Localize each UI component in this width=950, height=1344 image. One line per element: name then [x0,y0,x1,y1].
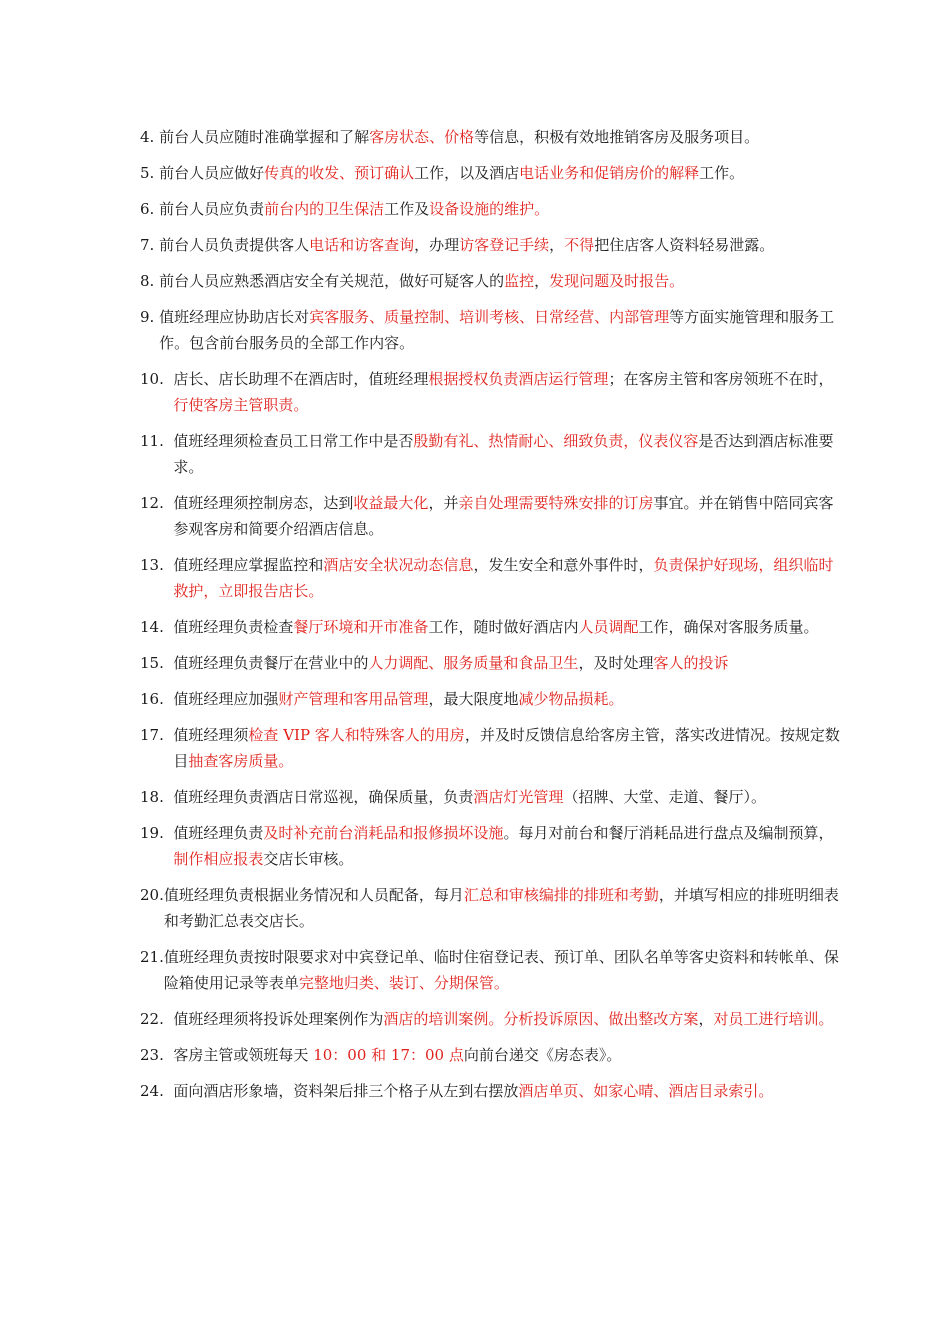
highlighted-text: 亲自处理需要特殊安排的订房 [458,494,654,512]
item-number: 6. [140,200,160,218]
text-segment: 工作及 [384,200,430,218]
item-text [173,1042,840,1068]
text-segment: 值班经理须检查员工日常工作中是否 [173,432,414,450]
highlighted-text: 抽查客房质量。 [188,752,294,770]
item-text [173,428,840,480]
item-text [164,944,840,996]
highlighted-text: 行使客房主管职责。 [173,396,309,414]
highlighted-text: 减少物品损耗。 [518,690,624,708]
item-text [159,232,840,258]
text-segment: ，发生安全和意外事件时， [473,556,654,574]
list-item [140,490,840,542]
text-segment: 事宜。并在销售中陪同宾客参观客房和简要介绍酒店信息。 [173,494,834,538]
item-number: 24. [140,1082,174,1100]
list-item [140,428,840,480]
list-item [140,232,840,258]
text-segment: ，并 [428,494,459,512]
text-segment: （招牌、大堂、走道、餐厅）。 [563,788,766,806]
item-number: 7. [140,236,160,254]
highlighted-text: 前台内的卫生保洁 [264,200,385,218]
list-item [140,160,840,186]
item-number: 19. [140,824,174,842]
highlighted-text: 对员工进行培训。 [713,1010,834,1028]
highlighted-text: 收益最大化 [353,494,429,512]
item-number: 13. [140,556,174,574]
item-text [173,490,840,542]
text-segment: 。每月对前台和餐厅消耗品进行盘点及编制预算， [503,824,834,842]
text-segment: 工作，以及酒店 [414,164,520,182]
text-segment: 前台人员应随时准确掌握和了解 [159,128,370,146]
item-number: 8. [140,272,160,290]
list-item [140,944,840,996]
list-item [140,820,840,872]
highlighted-text: 人力调配、服务质量和食品卫生 [368,654,579,672]
highlighted-text: 人员调配 [578,618,639,636]
item-text [173,686,840,712]
text-segment: 等信息，积极有效地推销客房及服务项目。 [474,128,760,146]
item-number: 21. [140,948,164,966]
highlighted-text: 客房状态、价格 [369,128,475,146]
item-text [173,650,840,676]
item-text [159,124,840,150]
list-item [140,882,840,934]
text-segment: 值班经理负责酒店日常巡视，确保质量，负责 [173,788,474,806]
list-item [140,686,840,712]
text-segment: ，并及时反馈信息给客房主管，落实改进情况。按规定数目 [173,726,840,770]
item-number: 14. [140,618,174,636]
highlighted-text: 检查 VIP 客人和特殊客人的用房 [248,726,465,744]
highlighted-text: 酒店安全状况动态信息 [323,556,474,574]
item-number: 5. [140,164,160,182]
item-number: 4. [140,128,160,146]
highlighted-text: 传真的收发、预订确认 [264,164,415,182]
text-segment: 客房主管或领班每天 [173,1046,314,1064]
text-segment: ，办理 [414,236,460,254]
item-number: 11. [140,432,174,450]
highlighted-text: 不得 [564,236,595,254]
highlighted-text: 电话和访客查询 [309,236,415,254]
highlighted-text: 宾客服务、质量控制、培训考核、日常经营、内部管理 [309,308,670,326]
text-segment: 值班经理应加强 [173,690,279,708]
text-segment: 值班经理负责根据业务情况和人员配备，每月 [163,886,464,904]
highlighted-text: 客人的投诉 [653,654,729,672]
item-number: 22. [140,1010,174,1028]
text-segment: 值班经理须控制房态，达到 [173,494,354,512]
text-segment: 值班经理应协助店长对 [159,308,310,326]
item-number: 17. [140,726,174,744]
highlighted-text: 设备设施的维护。 [429,200,550,218]
text-segment: ， [698,1010,714,1028]
list-item [140,614,840,640]
text-segment: ， [534,272,550,290]
item-text [159,268,840,294]
item-text [164,882,840,934]
highlighted-text: 10：00 和 17：00 点 [313,1046,464,1064]
text-segment: 值班经理负责餐厅在营业中的 [173,654,369,672]
highlighted-text: 制作相应报表 [173,850,264,868]
highlighted-text: 电话业务和促销房价的解释 [519,164,700,182]
highlighted-text: 酒店单页、如家心晴、酒店目录索引。 [518,1082,774,1100]
highlighted-text: 餐厅环境和开市准备 [293,618,429,636]
text-segment: ；在客房主管和客房领班不在时， [608,370,834,388]
text-segment: 前台人员应负责 [159,200,265,218]
text-segment: 把住店客人资料轻易泄露。 [594,236,775,254]
item-number: 9. [140,308,160,326]
text-segment: 交店长审核。 [263,850,354,868]
highlighted-text: 财产管理和客用品管理 [278,690,429,708]
highlighted-text: 完整地归类、装订、分期保管。 [298,974,509,992]
highlighted-text: 监控 [504,272,535,290]
item-text [173,784,840,810]
text-segment: 工作，随时做好酒店内 [428,618,579,636]
text-segment: 店长、店长助理不在酒店时，值班经理 [173,370,429,388]
list-item [140,1006,840,1032]
list-item [140,1042,840,1068]
item-number: 20. [140,886,164,904]
item-number: 12. [140,494,174,512]
list-item [140,366,840,418]
text-segment: 前台人员负责提供客人 [159,236,310,254]
text-segment: ，最大限度地 [428,690,519,708]
item-number: 16. [140,690,174,708]
highlighted-text: 访客登记手续 [459,236,550,254]
text-segment: 工作。 [699,164,745,182]
list-item [140,650,840,676]
text-segment: 工作，确保对客服务质量。 [638,618,819,636]
item-text [173,614,840,640]
item-number: 10. [140,370,174,388]
text-segment: 面向酒店形象墙，资料架后排三个格子从左到右摆放 [173,1082,519,1100]
list-item [140,552,840,604]
text-segment: ，及时处理 [578,654,654,672]
item-text [159,160,840,186]
list-item [140,722,840,774]
text-segment: 值班经理负责检查 [173,618,294,636]
list-item [140,304,840,356]
highlighted-text: 负责保护好现场，组织临时救护，立即报告店长。 [173,556,834,600]
item-number: 18. [140,788,174,806]
text-segment: 值班经理须 [173,726,249,744]
item-number: 15. [140,654,174,672]
text-segment: 前台人员应熟悉酒店安全有关规范，做好可疑客人的 [159,272,505,290]
item-text [159,196,840,222]
text-segment: 值班经理应掌握监控和 [173,556,324,574]
list-item [140,196,840,222]
list-item [140,268,840,294]
highlighted-text: 酒店的培训案例。分析投诉原因、做出整改方案 [383,1010,699,1028]
item-text [159,304,840,356]
item-number: 23. [140,1046,174,1064]
text-segment: 等方面实施管理和服务工作。包含前台服务员的全部工作内容。 [159,308,835,352]
item-text [173,552,840,604]
highlighted-text: 根据授权负责酒店运行管理 [428,370,609,388]
list-item [140,784,840,810]
item-text [173,722,840,774]
highlighted-text: 酒店灯光管理 [473,788,564,806]
item-text [173,1078,840,1104]
text-segment: ，并填写相应的排班明细表和考勤汇总表交店长。 [163,886,839,930]
item-text [173,366,840,418]
text-segment: 是否达到酒店标准要求。 [173,432,834,476]
list-item [140,1078,840,1104]
highlighted-text: 殷勤有礼、热情耐心、细致负责，仪表仪容 [413,432,699,450]
text-segment: 向前台递交《房态表》。 [463,1046,622,1064]
text-segment: 值班经理负责按时限要求对中宾登记单、临时住宿登记表、预订单、团队名单等客史资料和转帐单、保险箱使用记录等表单 [163,948,839,992]
text-segment: 前台人员应做好 [159,164,265,182]
list-item [140,124,840,150]
item-text [173,1006,840,1032]
highlighted-text: 汇总和审核编排的排班和考勤 [463,886,659,904]
text-segment: 值班经理负责 [173,824,264,842]
item-text [173,820,840,872]
highlighted-text: 及时补充前台消耗品和报修损坏设施 [263,824,504,842]
text-segment: ， [549,236,565,254]
highlighted-text: 发现问题及时报告。 [549,272,685,290]
text-segment: 值班经理须将投诉处理案例作为 [173,1010,384,1028]
rules-list [140,124,840,1114]
